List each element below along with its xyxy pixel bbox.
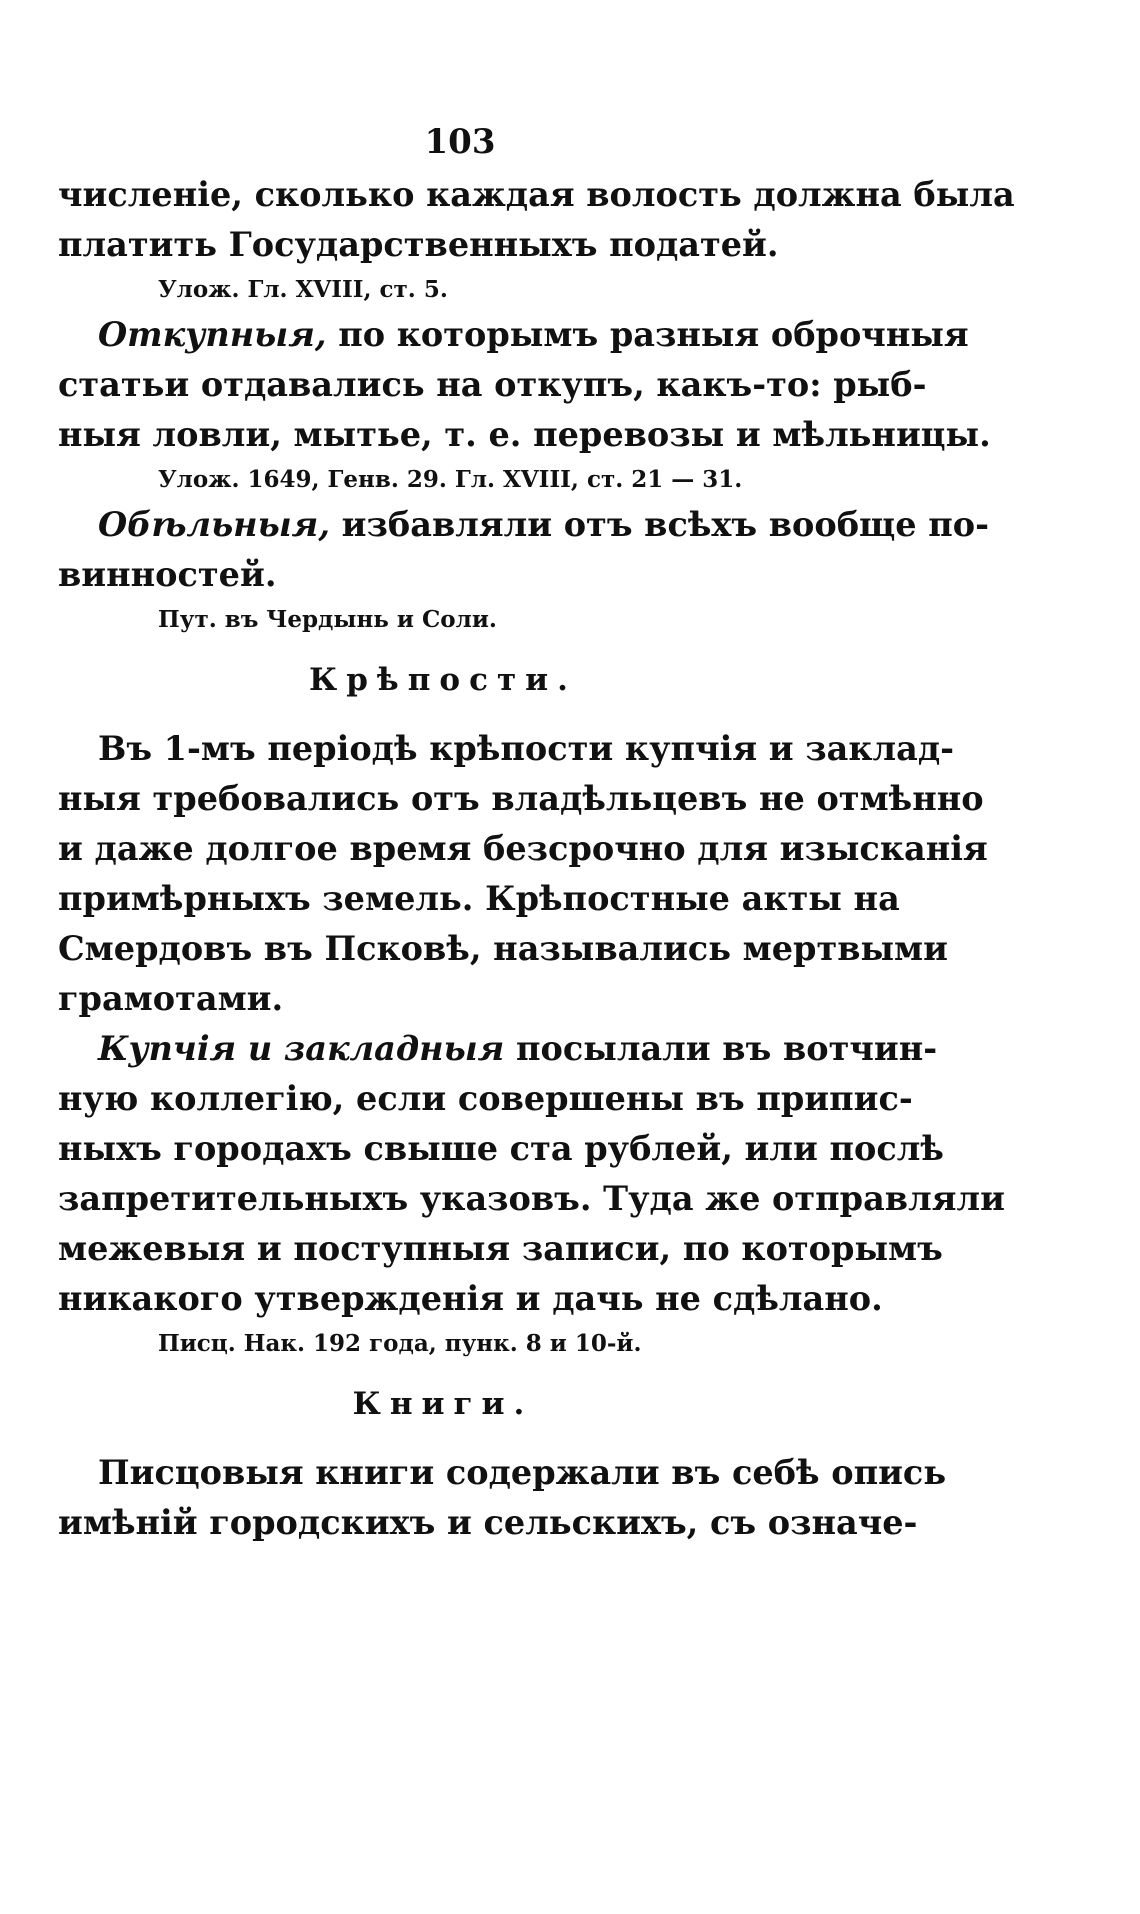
text-line: примѣрныхъ земель. Крѣпостные акты на xyxy=(58,879,900,918)
line-text: избавляли отъ всѣхъ вообще по- xyxy=(330,505,990,544)
text-line: Писцовыя книги содержали въ себѣ опись xyxy=(98,1453,947,1492)
reference-citation: Улож. Гл. XVIII, ст. 5. xyxy=(158,276,448,303)
text-line: численіе, сколько каждая волость должна была xyxy=(58,175,1015,214)
text-line: межевыя и поступныя записи, по которымъ xyxy=(58,1229,943,1268)
body-text xyxy=(58,170,1015,1548)
line-text: посылали въ вотчин- xyxy=(504,1029,938,1068)
text-line: платить Государственныхъ податей. xyxy=(58,225,779,264)
text-line: винностей. xyxy=(58,555,277,594)
text-line: ныя ловли, мытье, т. е. перевозы и мѣльницы. xyxy=(58,415,991,454)
text-line: ную коллегію, если совершены въ припис- xyxy=(58,1079,913,1118)
section-heading: Крѣпости. xyxy=(309,662,577,698)
text-line xyxy=(58,310,969,360)
text-line xyxy=(58,1024,938,1074)
text-line xyxy=(58,500,990,550)
italic-term: Купчія и закладныя xyxy=(98,1029,505,1068)
section-heading: Книги. xyxy=(352,1386,534,1422)
text-line: никакого утвержденія и дачь не сдѣлано. xyxy=(58,1279,883,1318)
text-line: и даже долгое время безсрочно для изысканія xyxy=(58,829,988,868)
text-line: ныхъ городахъ свыше ста рублей, или послѣ xyxy=(58,1129,944,1168)
reference-citation: Улож. 1649, Генв. 29. Гл. XVIII, ст. 21 — 31. xyxy=(158,466,743,493)
line-text: по которымъ разныя оброчныя xyxy=(326,315,969,354)
reference-citation: Писц. Нак. 192 года, пунк. 8 и 10-й. xyxy=(158,1330,642,1357)
italic-term: Обѣльныя, xyxy=(98,505,330,544)
text-line: статьи отдавались на откупъ, какъ-то: рыб- xyxy=(58,365,927,404)
text-line: ныя требовались отъ владѣльцевъ не отмѣнно xyxy=(58,779,984,818)
text-line: имѣній городскихъ и сельскихъ, съ означе- xyxy=(58,1503,918,1542)
reference-citation: Пут. въ Чердынь и Соли. xyxy=(158,606,497,633)
text-line: Въ 1-мъ періодѣ крѣпости купчія и заклад- xyxy=(98,729,955,768)
text-line: запретительныхъ указовъ. Туда же отправляли xyxy=(58,1179,1005,1218)
text-line: грамотами. xyxy=(58,979,284,1018)
page-number: 103 xyxy=(424,122,496,162)
text-line: Смердовъ въ Псковѣ, назывались мертвыми xyxy=(58,929,949,968)
italic-term: Откупныя, xyxy=(98,315,327,354)
